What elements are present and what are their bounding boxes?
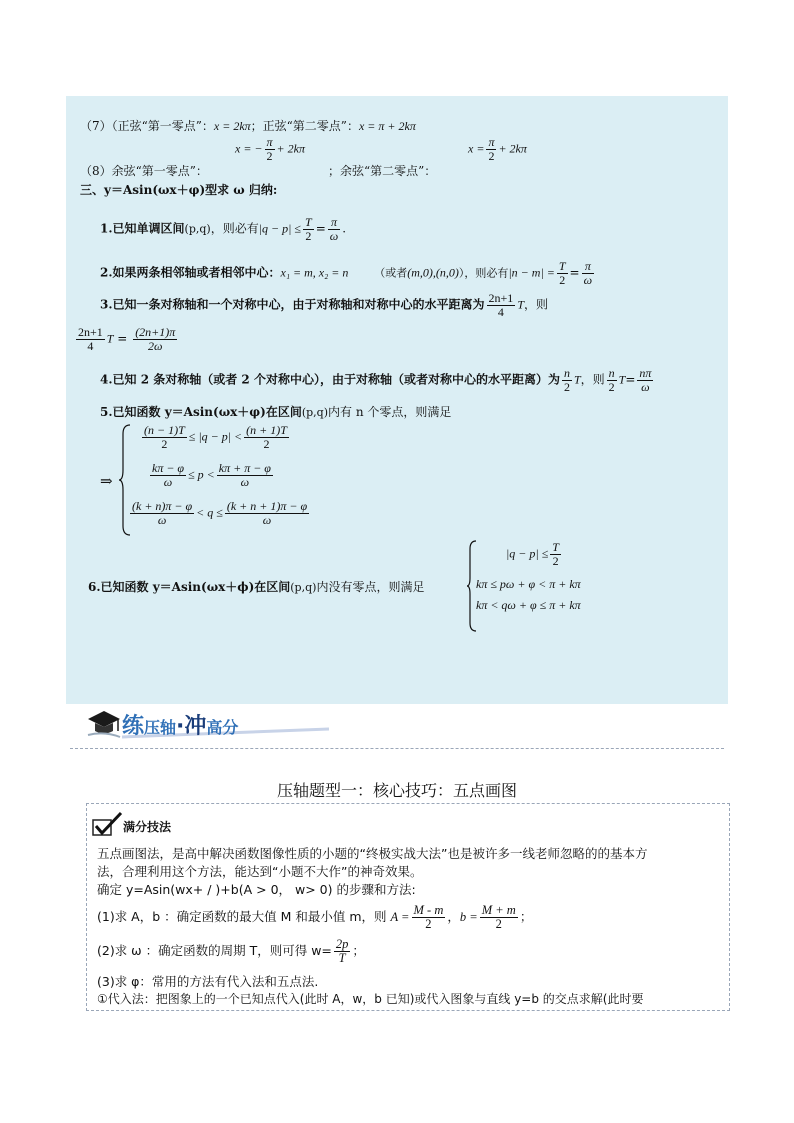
formula: x = π + 2kπ [358, 119, 416, 133]
item-3: 3.已知一条对称轴和一个对称中心，由于对称轴和对称中心的水平距离为 $\frac{2n+1}{4}$ T，则 [100, 291, 549, 319]
item-2: 2.如果两条相邻轴或者相邻中心：x₁ = m, x₂ = n （或者(m,0),(n,0)），则必有|n − m| = $\frac{T}{2}$ = $\frac{\pi}{\omega}$ [100, 259, 593, 287]
checkmark-icon [91, 810, 125, 838]
tips-p7: ①代入法：把图象上的一个已知点代入(此时 A，w，b 已知)或代入图象与直线 y=b 的交点求解(此时要 [97, 992, 644, 1006]
item-3-result: $\frac{2n+1}{4}$ T = $\frac{(2n+1)\pi}{2\omega}$ [78, 325, 176, 353]
condition-1: $\frac{(n - 1)T}{2}$ ≤ |q − p| < $\frac{(n + 1)T}{2}$ [144, 423, 287, 451]
item-5: 5.已知函数 y＝Asin(ωx＋φ)在区间(p,q)内有 n 个零点，则满足 [100, 405, 452, 419]
line-8-text-b: ；余弦“第二零点”： [328, 164, 437, 178]
tips-heading: 满分技法 [123, 820, 172, 834]
item-4: 4.已知 2 条对称轴（或者 2 个对称中心），由于对称轴（或者对称中心的水平距离）为 $\frac{n}{2}$ T，则 $\frac{n}{2}$ T= $\frac{n\pi}{\omega}$ [100, 366, 652, 394]
banner-text-lian: 练 [122, 714, 145, 739]
section-banner [84, 705, 344, 745]
tips-p4: (1)求 A，b ：确定函数的最大值 M 和最小值 m，则 A = $\frac{M - m}{2}$ ，b = $\frac{M + m}{2}$ ； [97, 903, 533, 932]
section-title: 压轴题型一：核心技巧：五点画图 [276, 781, 517, 800]
tips-p2: 法，合理利用这个方法，能达到“小题不大作”的神奇效果。 [97, 864, 423, 879]
divider [70, 748, 724, 749]
no-zero-cond-3: kπ < qω + φ ≤ π + kπ [476, 598, 581, 612]
tips-p6: (3)求 φ：常用的方法有代入法和五点法. [97, 974, 319, 989]
banner-text-yazhou: 压轴 [144, 718, 177, 737]
item-6: 6.已知函数 y＝Asin(ωx＋ϕ)在区间(p,q)内没有零点，则满足 [88, 580, 425, 594]
condition-2: $\frac{k\pi - \varphi}{\omega}$ ≤ p < $\frac{k\pi + \pi - \varphi}{\omega}$ [152, 461, 271, 489]
banner-text-gaofen: 高分 [206, 718, 239, 737]
formula-cos-second-zero: x = $\frac{\pi}{2}$ + 2kπ [468, 135, 527, 163]
banner-text-chong: ·冲 [176, 714, 207, 739]
line-7: （7）（正弦“第一零点”：x = 2kπ；正弦“第二零点”：x = π + 2kπ [80, 119, 416, 133]
tips-box [86, 803, 730, 1011]
tips-p5: (2)求 ω ：确定函数的周期 T，则可得 w= $\frac{2p}{T}$ ； [97, 937, 365, 966]
tips-p3: 确定 y=Asin(wx+ / )+b(A > 0， w> 0) 的步骤和方法: [97, 882, 416, 897]
item-1: 1.已知单调区间(p,q)，则必有|q − p| ≤ $\frac{T}{2}$ = $\frac{\pi}{\omega}$ . [100, 215, 347, 243]
formula: x = 2kπ [213, 119, 251, 133]
condition-3: $\frac{(k + n)\pi - \varphi}{\omega}$ < q ≤ $\frac{(k + n + 1)\pi - \varphi}{\omega}$ [132, 499, 308, 527]
implies-arrow: ⇒ [100, 472, 113, 490]
no-zero-cond-1: |q − p| ≤ $\frac{T}{2}$ [506, 540, 559, 568]
formula-cos-first-zero: x = − $\frac{\pi}{2}$ + 2kπ [235, 135, 305, 163]
no-zero-cond-2: kπ ≤ pω + φ < π + kπ [476, 577, 581, 591]
line-8-text: （8）余弦“第一零点”： [80, 164, 208, 178]
section-heading-3: 三、y＝Asin(ωx＋φ)型求 ω 归纳: [80, 183, 278, 197]
tips-p1: 五点画图法，是高中解决函数图像性质的小题的“终极实战大法”也是被许多一线老师忽略的的基本方 [97, 846, 648, 861]
